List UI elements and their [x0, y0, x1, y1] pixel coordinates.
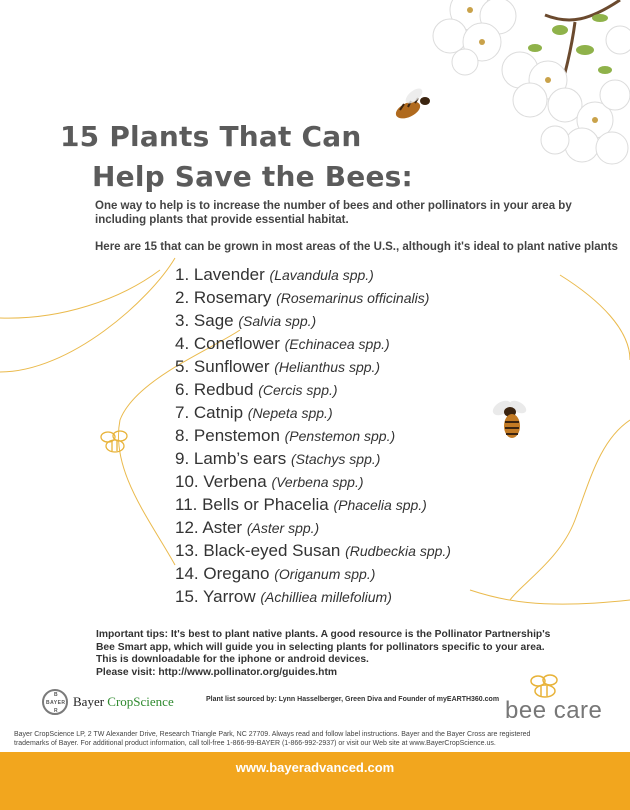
list-item: 14. Oregano (Origanum spp.) [175, 564, 376, 583]
list-item: 13. Black-eyed Susan (Rudbeckia spp.) [175, 541, 451, 560]
tip-line: Please visit: http://www.pollinator.org/guides.htm [96, 666, 338, 678]
page-title-line2: Help Save the Bees: [92, 160, 413, 193]
tip-line: Important tips: It's best to plant native plants. A good resource is the Pollinator Partnership's [96, 629, 551, 640]
page-title-line1: 15 Plants That Can [60, 120, 362, 153]
list-item: 10. Verbena (Verbena spp.) [175, 472, 364, 491]
legal-text [14, 730, 616, 748]
legal-line: trademarks of Bayer. For additional product information, call toll-free 1-866-99-BAYER (1-866-992-2937) or visit our Web site at www.BayerCropScience.us. [14, 740, 496, 747]
tip-line: This is downloadable for the iphone or android devices. [96, 654, 369, 665]
list-item: 3. Sage (Salvia spp.) [175, 311, 317, 330]
list-item: 11. Bells or Phacelia (Phacelia spp.) [175, 495, 427, 514]
important-tips [96, 629, 551, 679]
bee-care-bee-icon [527, 672, 563, 700]
legal-line: Bayer CropScience LP, 2 TW Alexander Drive, Research Triangle Park, NC 27709. Always read and follow label instructions. Bayer and the Bayer Cross are registered [14, 731, 531, 738]
bayer-cropscience-logo [42, 689, 174, 715]
list-item: 6. Redbud (Cercis spp.) [175, 380, 338, 399]
intro-text: One way to help is to increase the number of bees and other pollinators in your area by including plants that provide essential habitat. [95, 200, 572, 226]
bee-photo [488, 398, 530, 444]
list-item: 5. Sunflower (Helianthus spp.) [175, 357, 381, 376]
list-item: 1. Lavender (Lavandula spp.) [175, 265, 374, 284]
footer-bar [0, 752, 630, 810]
list-item: 8. Penstemon (Penstemon spp.) [175, 426, 396, 445]
list-item: 7. Catnip (Nepeta spp.) [175, 403, 333, 422]
source-credit: Plant list sourced by: Lynn Hasselberger, Green Diva and Founder of myEARTH360.com [206, 696, 500, 703]
list-item: 2. Rosemary (Rosemarinus officinalis) [175, 288, 430, 307]
footer-url-link[interactable]: www.bayeradvanced.com [235, 760, 395, 775]
list-item: 15. Yarrow (Achilliea millefolium) [175, 587, 392, 606]
bee-care-logo-text: bee care [505, 697, 603, 724]
bayer-cross-icon: B BAYER R [42, 689, 68, 715]
plant-list [175, 263, 451, 608]
bee-doodle-icon [98, 428, 132, 454]
flower-branch-illustration [370, 0, 630, 170]
list-item: 9. Lamb’s ears (Stachys spp.) [175, 449, 381, 468]
intro-text-2: Here are 15 that can be grown in most areas of the U.S., although it's ideal to plant native plants [95, 241, 618, 253]
list-item: 4. Coneflower (Echinacea spp.) [175, 334, 390, 353]
logo-text: Bayer CropScience [73, 694, 174, 709]
tip-line: Bee Smart app, which will guide you in selecting plants for pollinators specific to your area. [96, 641, 545, 653]
bee-icon [393, 86, 430, 122]
list-item: 12. Aster (Aster spp.) [175, 518, 320, 537]
